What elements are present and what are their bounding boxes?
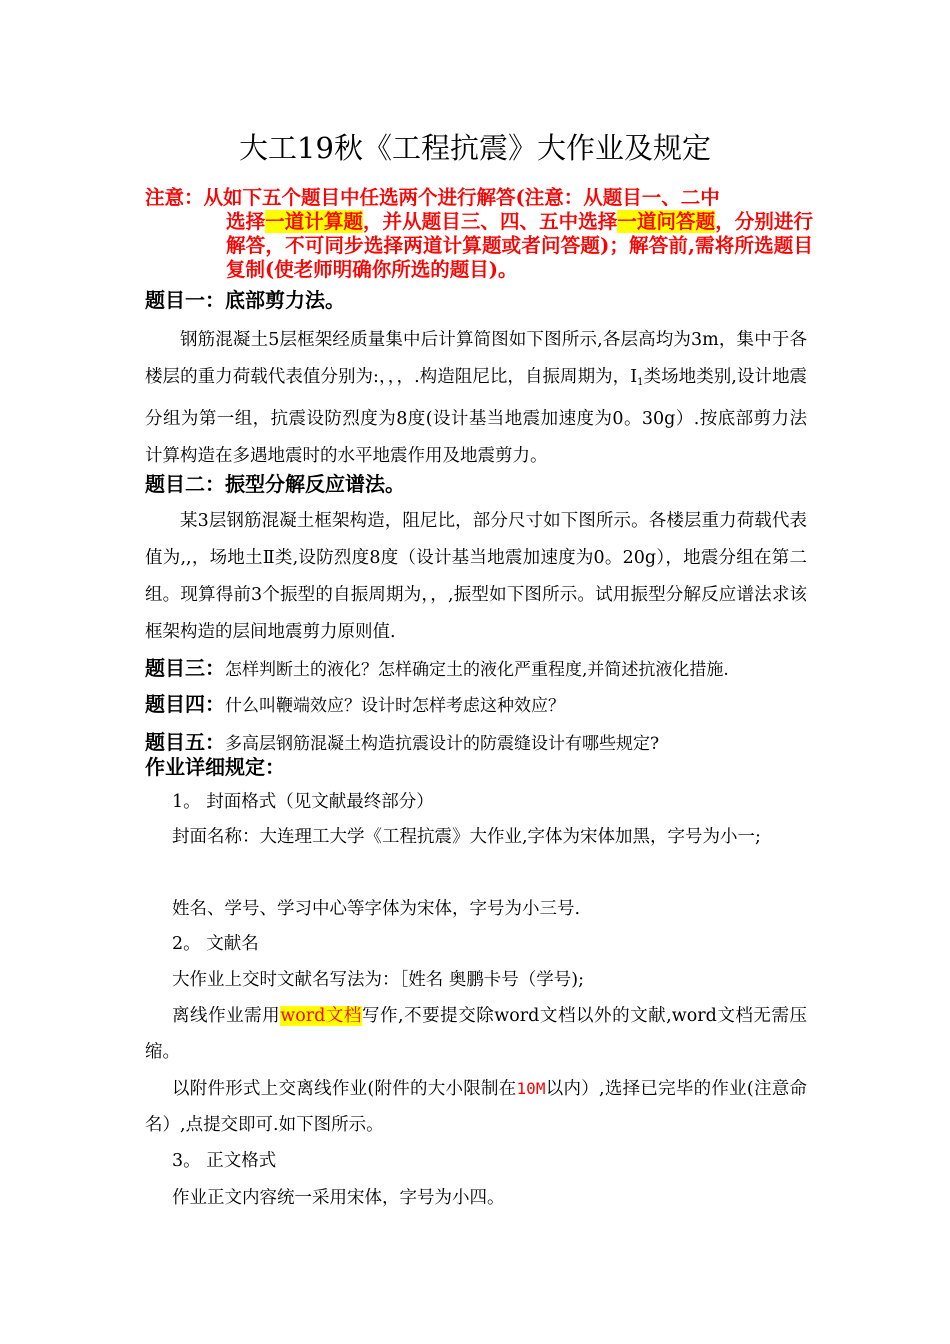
rules-heading: 作业详细规定： (145, 755, 285, 779)
notice-text-3: ，并从题目三、四、五中选择 (362, 210, 618, 233)
q4-line (145, 690, 815, 720)
section-2-para-2-b: 写作,不要提交除word文档以外的文献,word文档无需压缩。 (145, 1006, 808, 1062)
q1-heading: 题目一：底部剪力法。 (145, 288, 345, 312)
section-3-para-1: 作业正文内容统一采用宋体，字号为小四。 (172, 1188, 505, 1208)
q4-text: 什么叫鞭端效应？设计时怎样考虑这种效应？ (225, 696, 565, 716)
section-2-heading: 2。 文献名 (172, 934, 259, 954)
notice-highlight-qa: 一道问答题 (617, 210, 716, 233)
notice-text-2: 选择 (226, 210, 266, 233)
q1-body-a: 钢筋混凝土5层框架经质量集中后计算简图如下图所示,各层高均为3m，集中于各楼层的重力荷载代表值分别为:，，，.构造阻尼比，自振周期为，Ⅰ (145, 330, 807, 387)
notice-text-1: 从如下五个题目中任选两个进行解答(注意：从题目一、二中 (203, 186, 720, 209)
notice-continuation (145, 210, 813, 282)
document-title: 大工19秋《工程抗震》大作业及规定 (239, 131, 711, 165)
q1-body-b: 类场地类别,设计地震分组为第一组，抗震设防烈度为8度(设计基当地震加速度为0。30g）.按底部剪力法计算构造在多遇地震时的水平地震作用及地震剪力。 (145, 367, 808, 466)
word-doc-highlight: word文档 (280, 1006, 362, 1026)
q2-body: 某3层钢筋混凝土框架构造，阻尼比，部分尺寸如下图所示。各楼层重力荷载代表值为,,，场地土Ⅱ类,设防烈度8度（设计基当地震加速度为0。20g），地震分组在第二组。现算得前3个振型的自振周期为，，,振型如下图所示。试用振型分解反应谱法求该框架构造的层间地震剪力原则值. (145, 511, 807, 642)
notice-highlight-calc: 一道计算题 (265, 210, 363, 233)
size-limit-red: 10M (516, 1079, 546, 1098)
section-2-para-1: 大作业上交时文献名写法为：［姓名 奥鹏卡号（学号); (172, 970, 585, 990)
section-2-para-3-b: 以内）,选择已完毕的作业(注意命名）,点提交即可.如下图所示。 (145, 1079, 808, 1135)
notice-lead: 注意： (145, 186, 204, 209)
section-1-heading: 1。 封面格式（见文献最终部分） (172, 792, 434, 812)
q2-heading: 题目二：振型分解反应谱法。 (145, 472, 405, 496)
q1-body-subscript: 1 (637, 377, 644, 388)
section-1-para-1: 封面名称：大连理工大学《工程抗震》大作业,字体为宋体加黑，字号为小一; (172, 827, 761, 847)
notice-text-4: ，分别进行解答，不可同步选择两道计算题或者问答题)；解答前,需将所选题目复制(使老师明确你所选的题目)。 (226, 210, 813, 281)
q3-heading: 题目三： (145, 656, 225, 680)
section-3-heading: 3。 正文格式 (172, 1151, 277, 1171)
q5-text: 多高层钢筋混凝土构造抗震设计的防震缝设计有哪些规定? (225, 734, 660, 754)
q1-body (145, 322, 807, 475)
q5-heading: 题目五： (145, 730, 225, 754)
q4-heading: 题目四： (145, 692, 225, 716)
section-2-para-2 (145, 998, 807, 1070)
section-2-para-3-a: 以附件形式上交离线作业(附件的大小限制在 (172, 1079, 517, 1099)
notice-block (145, 186, 813, 282)
section-1-para-2: 姓名、学号、学习中心等字体为宋体，字号为小三号. (172, 899, 581, 919)
q3-line (145, 654, 815, 684)
section-2-para-3 (145, 1071, 807, 1143)
notice-first-line (145, 186, 813, 210)
q3-text: 怎样判断土的液化？怎样确定土的液化严重程度,并简述抗液化措施. (225, 660, 729, 680)
section-2-para-2-a: 离线作业需用 (172, 1006, 281, 1026)
